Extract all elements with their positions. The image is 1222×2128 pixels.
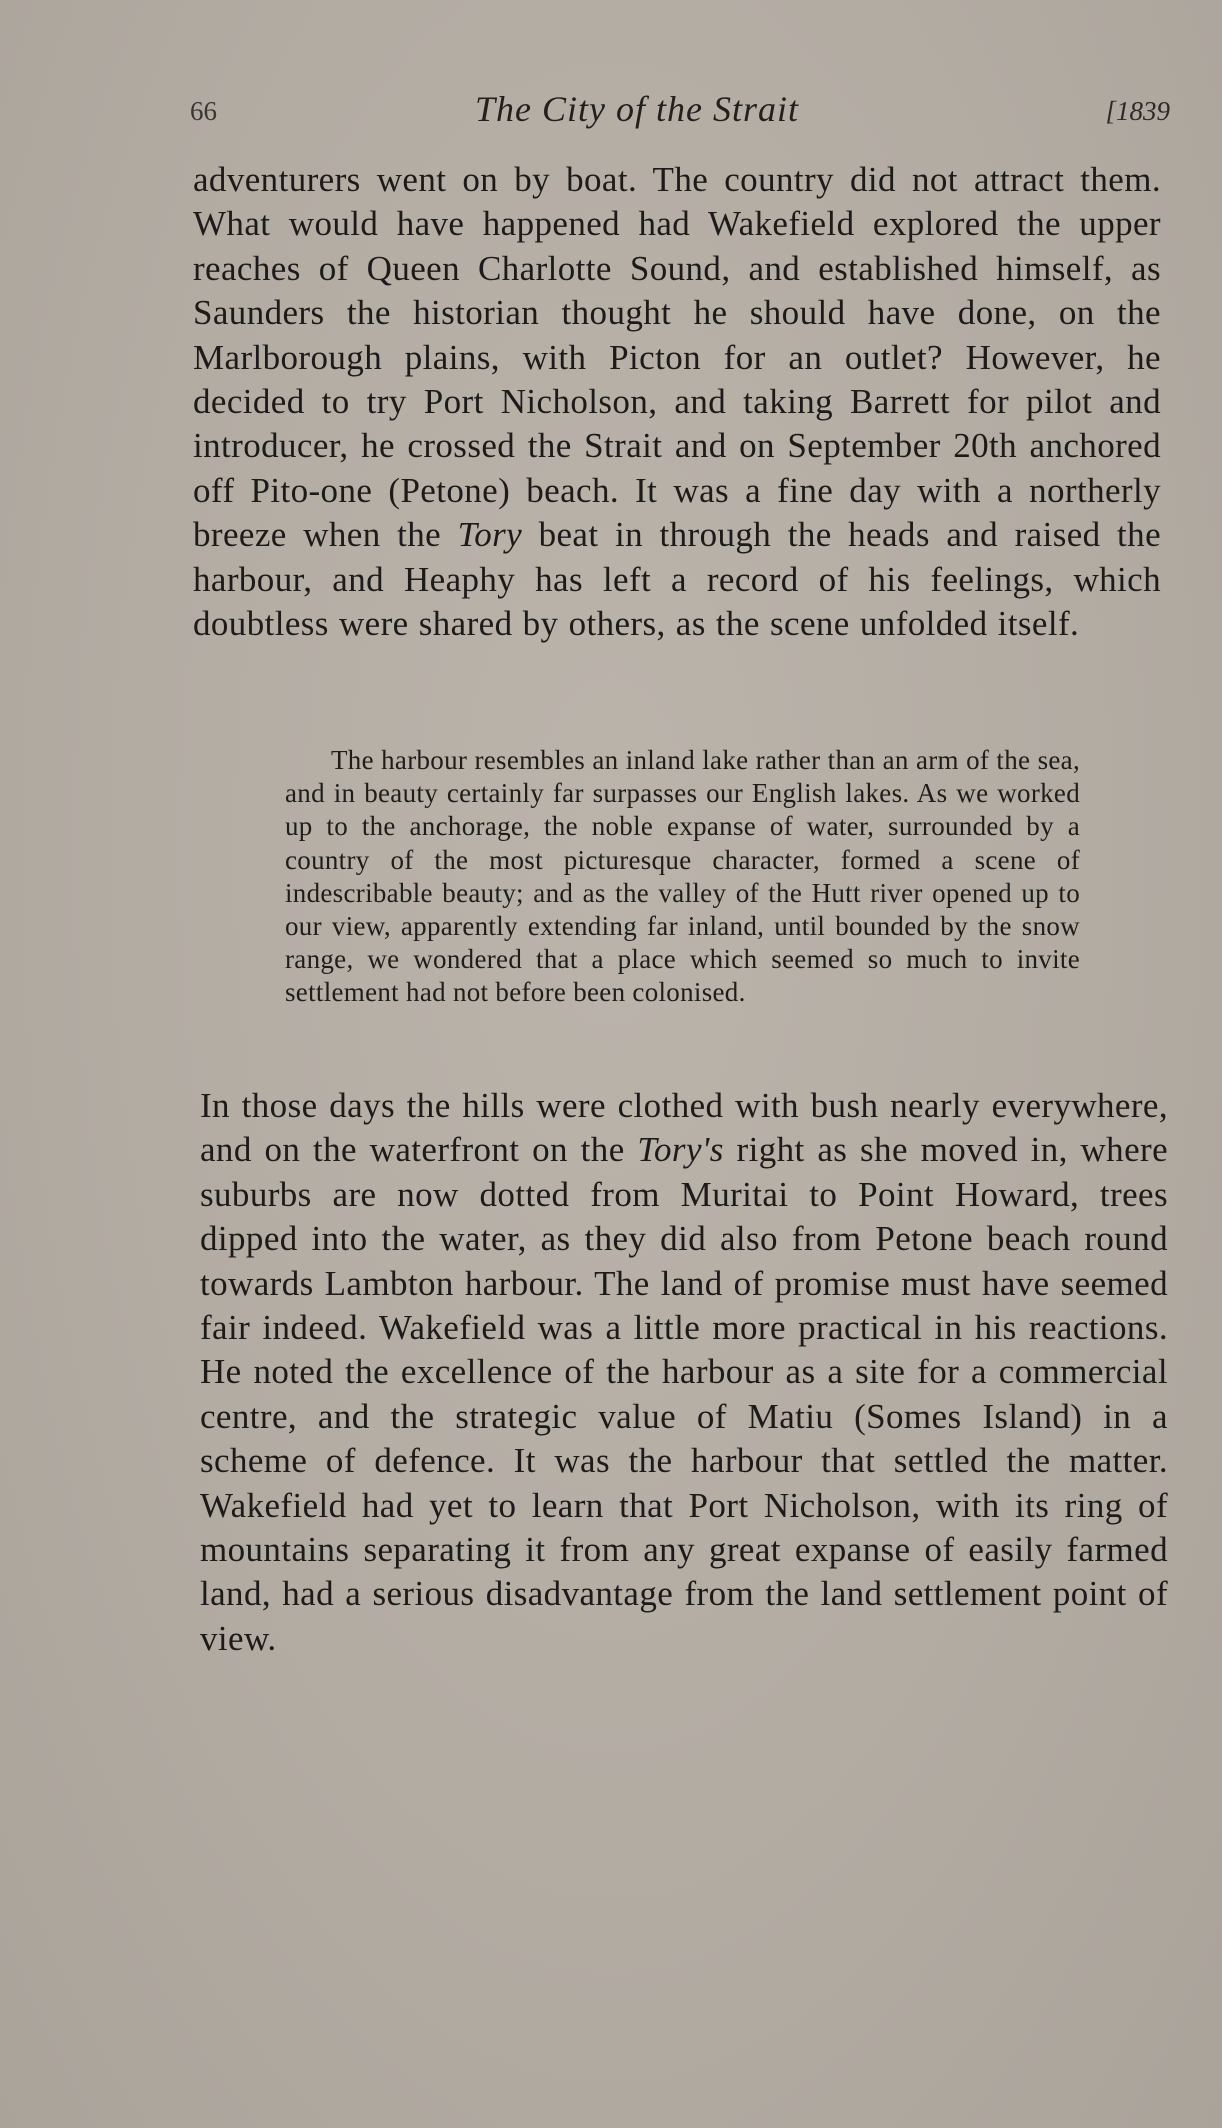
paragraph-2 bbox=[200, 1084, 1168, 1661]
year-marker: [1839 bbox=[1105, 96, 1170, 126]
paragraph-1-text-b: beat in through the heads and raised the harbour, and Heaphy has left a record of his feelings, which doubtless were shared by others, as the scene unfolded itself. bbox=[193, 515, 1162, 644]
block-quote bbox=[285, 744, 1080, 1010]
running-head bbox=[190, 88, 1170, 138]
paragraph-2-text-a: In those days the hills were clothed with bush nearly everywhere, and on the waterfront on the bbox=[200, 1086, 1168, 1170]
paragraph-1-text bbox=[193, 158, 1161, 646]
ship-name-tory: Tory bbox=[457, 515, 523, 555]
paragraph-2-text-b: right as she moved in, where suburbs are now dotted from Muritai to Point Howard, trees dipped into the water, as they did also from Petone beach round towards Lambton harbour. The land of promise must have seemed fair indeed. Wakefield was a little more practical in his reactions. He noted the excellence of the harbour as a site for a commercial centre, and the strategic value of Matiu (Somes Island) in a scheme of defence. It was the harbour that settled the matter. Wakefield had yet to learn that Port Nicholson, with its ring of mountains separating it from any great expanse of easily farmed land, had a serious disadvantage from the land settlement point of view. bbox=[200, 1130, 1168, 1658]
paragraph-1 bbox=[193, 158, 1161, 646]
book-title: The City of the Strait bbox=[475, 89, 799, 129]
ship-name-torys: Tory's bbox=[637, 1130, 724, 1170]
block-quote-text: The harbour resembles an inland lake rather than an arm of the sea, and in beauty certainly far surpasses our English lakes. As we worked up to the anchorage, the noble expanse of water, surrounded by a country of the most picturesque character, formed a scene of indescribable beauty; and as the valley of the Hutt river opened up to our view, apparently extending far inland, until bounded by the snow range, we wondered that a place which seemed so much to invite settlement had not before been colonised. bbox=[285, 745, 1080, 1008]
page-number: 66 bbox=[190, 96, 217, 126]
paragraph-2-text bbox=[200, 1084, 1168, 1661]
paragraph-1-text-a: adventurers went on by boat. The country did not attract them. What would have happened had Wakefield explored the upper reaches of Queen Charlotte Sound, and established himself, as Saunders the historian thought he should have done, on the Marlborough plains, with Picton for an outlet? However, he decided to try Port Nicholson, and taking Barrett for pilot and introducer, he crossed the Strait and on September 20th anchored off Pito-one (Petone) beach. It was a fine day with a northerly breeze when the bbox=[193, 160, 1161, 555]
